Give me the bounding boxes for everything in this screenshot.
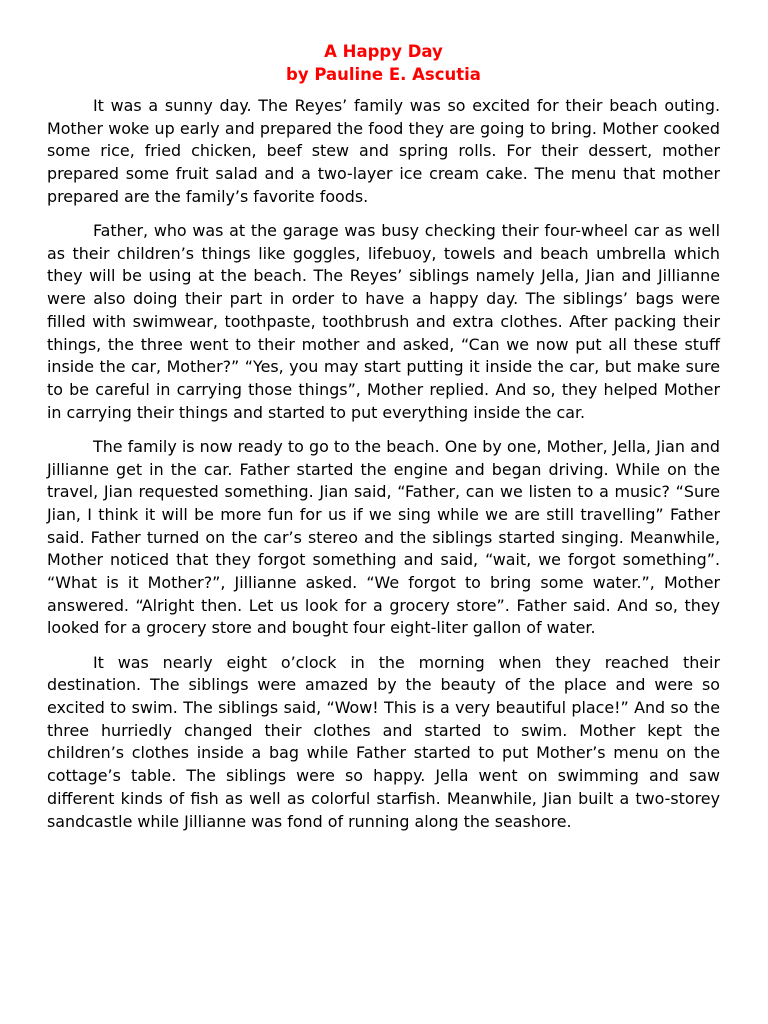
title-block: [47, 40, 720, 86]
paragraph-1: It was a sunny day. The Reyes’ family was so excited for their beach outing. Mother woke up early and prepared the food they are going to bring. Mother cooked some rice, fried chicken, beef stew and spring rolls. For their dessert, mother prepared some fruit salad and a two-layer ice cream cake. The menu that mother prepared are the family’s favorite foods.: [47, 96, 720, 206]
paragraph-2: Father, who was at the garage was busy checking their four-wheel car as well as their children’s things like goggles, lifebuoy, towels and beach umbrella which they will be using at the beach. The Reyes’ siblings namely Jella, Jian and Jillianne were also doing their part in order to have a happy day. The siblings’ bags were filled with swimwear, toothpaste, toothbrush and extra clothes. After packing their things, the three went to their mother and asked, “Can we now put all these stuff inside the car, Mother?” “Yes, you may start putting it inside the car, but make sure to be careful in carrying those things”, Mother replied. And so, they helped Mother in carrying their things and started to put everything inside the car.: [47, 221, 720, 422]
paragraph-3: The family is now ready to go to the beach. One by one, Mother, Jella, Jian and Jillianne get in the car. Father started the engine and began driving. While on the travel, Jian requested something. Jian said, “Father, can we listen to a music? “Sure Jian, I think it will be more fun for us if we sing while we are still travelling” Father said. Father turned on the car’s stereo and the siblings started singing. Meanwhile, Mother noticed that they forgot something and said, “wait, we forgot something”. “What is it Mother?”, Jillianne asked. “We forgot to bring some water.”, Mother answered. “Alright then. Let us look for a grocery store”. Father said. And so, they looked for a grocery store and bought four eight-liter gallon of water.: [47, 436, 720, 638]
story-byline: by Pauline E. Ascutia: [286, 65, 481, 84]
document-page: [47, 40, 720, 845]
story-title: A Happy Day: [324, 42, 443, 61]
paragraph-4: It was nearly eight o’clock in the morning when they reached their destination. The siblings were amazed by the beauty of the place and were so excited to swim. The siblings said, “Wow! This is a very beautiful place!” And so the three hurriedly changed their clothes and started to swim. Mother kept the children’s clothes inside a bag while Father started to put Mother’s menu on the cottage’s table. The siblings were so happy. Jella went on swimming and saw different kinds of fish as well as colorful starfish. Meanwhile, Jian built a two-storey sandcastle while Jillianne was fond of running along the seashore.: [47, 652, 720, 831]
